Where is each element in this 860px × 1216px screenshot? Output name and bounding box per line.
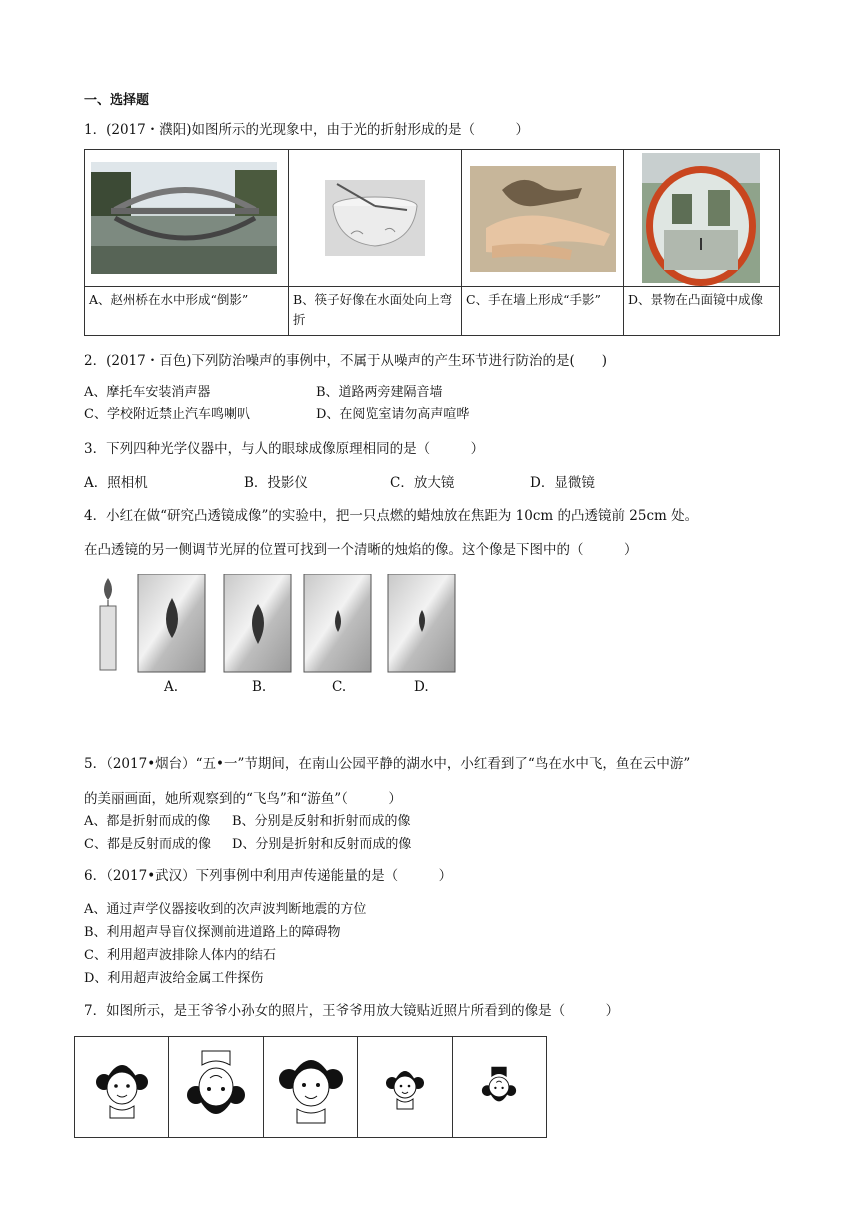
q4-candle-images-figure bbox=[96, 574, 466, 700]
q1-stem: 1．(2017・濮阳)如图所示的光现象中，由于光的折射形成的是（ ） bbox=[84, 122, 529, 138]
section-title: 一、选择题 bbox=[84, 93, 150, 108]
girl-portrait-original bbox=[92, 1052, 152, 1122]
q4-stem-line2: 在凸透镜的另一侧调节光屏的位置可找到一个清晰的烛焰的像。这个像是下图中的（ ） bbox=[84, 542, 638, 558]
q5-option-d: D、分别是折射和反射而成的像 bbox=[232, 837, 412, 852]
hand-shadow-photo bbox=[462, 150, 623, 286]
screen-image-d bbox=[388, 574, 455, 672]
girl-portrait-small-inverted bbox=[481, 1065, 517, 1109]
q2-option-c: C、学校附近禁止汽车鸣喇叭 bbox=[84, 407, 250, 422]
convex-mirror-photo bbox=[624, 150, 779, 286]
q3-option-a: A．照相机 bbox=[84, 475, 148, 491]
q4-stem-line1: 4．小红在做“研究凸透镜成像”的实验中，把一只点燃的蜡烛放在焦距为 10cm 的凸透镜前 25cm 处。 bbox=[84, 508, 699, 524]
q4-label-a: A. bbox=[164, 679, 179, 695]
q1-option-d-caption: D、景物在凸面镜中成像 bbox=[624, 287, 780, 336]
q1-option-d-image-cell bbox=[624, 150, 780, 287]
screen-image-c bbox=[304, 574, 371, 672]
q1-option-b-image-cell bbox=[289, 150, 462, 287]
q6-option-b: B、利用超声导盲仪探测前进道路上的障碍物 bbox=[84, 925, 341, 940]
q1-option-c-caption: C、手在墙上形成“手影” bbox=[462, 287, 624, 336]
q6-stem: 6．（2017•武汉）下列事例中利用声传递能量的是（ ） bbox=[84, 868, 453, 884]
q7-cell-3 bbox=[264, 1037, 358, 1137]
q7-cell-5 bbox=[453, 1037, 546, 1137]
q2-stem: 2．(2017・百色)下列防治噪声的事例中，不属于从噪声的产生环节进行防治的是( ) bbox=[84, 353, 608, 369]
q3-option-d: D．显微镜 bbox=[530, 475, 595, 491]
girl-portrait-enlarged bbox=[278, 1047, 344, 1127]
q6-option-c: C、利用超声波排除人体内的结石 bbox=[84, 948, 276, 963]
q7-stem: 7．如图所示，是王爷爷小孙女的照片，王爷爷用放大镜贴近照片所看到的像是（ ） bbox=[84, 1003, 620, 1019]
q1-option-b-caption: B、筷子好像在水面处向上弯折 bbox=[289, 287, 462, 336]
q4-label-b: B. bbox=[252, 679, 267, 695]
screen-image-b bbox=[224, 574, 291, 672]
q3-stem: 3．下列四种光学仪器中，与人的眼球成像原理相同的是（ ） bbox=[84, 441, 485, 457]
q6-option-d: D、利用超声波给金属工件探伤 bbox=[84, 971, 264, 986]
chopstick-bowl-photo bbox=[289, 150, 461, 286]
q3-option-c: C．放大镜 bbox=[390, 475, 455, 491]
q1-option-a-caption: A、赵州桥在水中形成“倒影” bbox=[85, 287, 289, 336]
bridge-reflection-photo bbox=[85, 150, 288, 286]
q5-option-b: B、分别是反射和折射而成的像 bbox=[232, 814, 411, 829]
q7-cell-4 bbox=[358, 1037, 452, 1137]
q5-stem-line2: 的美丽画面，她所观察到的“飞鸟”和“游鱼”（ ） bbox=[84, 791, 402, 807]
q7-figure-strip bbox=[74, 1036, 547, 1138]
candle-icon bbox=[100, 578, 116, 670]
q1-option-c-image-cell bbox=[462, 150, 624, 287]
q2-option-b: B、道路两旁建隔音墙 bbox=[316, 385, 443, 400]
q2-option-d: D、在阅览室请勿高声喧哗 bbox=[316, 407, 470, 422]
q3-option-b: B．投影仪 bbox=[244, 475, 308, 491]
q6-option-a: A、通过声学仪器接收到的次声波判断地震的方位 bbox=[84, 902, 367, 917]
q4-label-d: D. bbox=[414, 679, 429, 695]
q7-cell-2 bbox=[169, 1037, 263, 1137]
girl-portrait-inverted bbox=[186, 1047, 246, 1127]
q1-option-a-image-cell bbox=[85, 150, 289, 287]
q5-option-c: C、都是反射而成的像 bbox=[84, 837, 211, 852]
q4-label-c: C. bbox=[332, 679, 347, 695]
q5-stem-line1: 5．（2017•烟台）“五•一”节期间，在南山公园平静的湖水中，小红看到了“鸟在水中飞，鱼在云中游” bbox=[84, 756, 691, 772]
q7-cell-1 bbox=[75, 1037, 169, 1137]
screen-image-a bbox=[138, 574, 205, 672]
q2-option-a: A、摩托车安装消声器 bbox=[84, 385, 211, 400]
q1-options-table bbox=[84, 149, 780, 336]
girl-portrait-small bbox=[385, 1063, 425, 1111]
q5-option-a: A、都是折射而成的像 bbox=[84, 814, 211, 829]
